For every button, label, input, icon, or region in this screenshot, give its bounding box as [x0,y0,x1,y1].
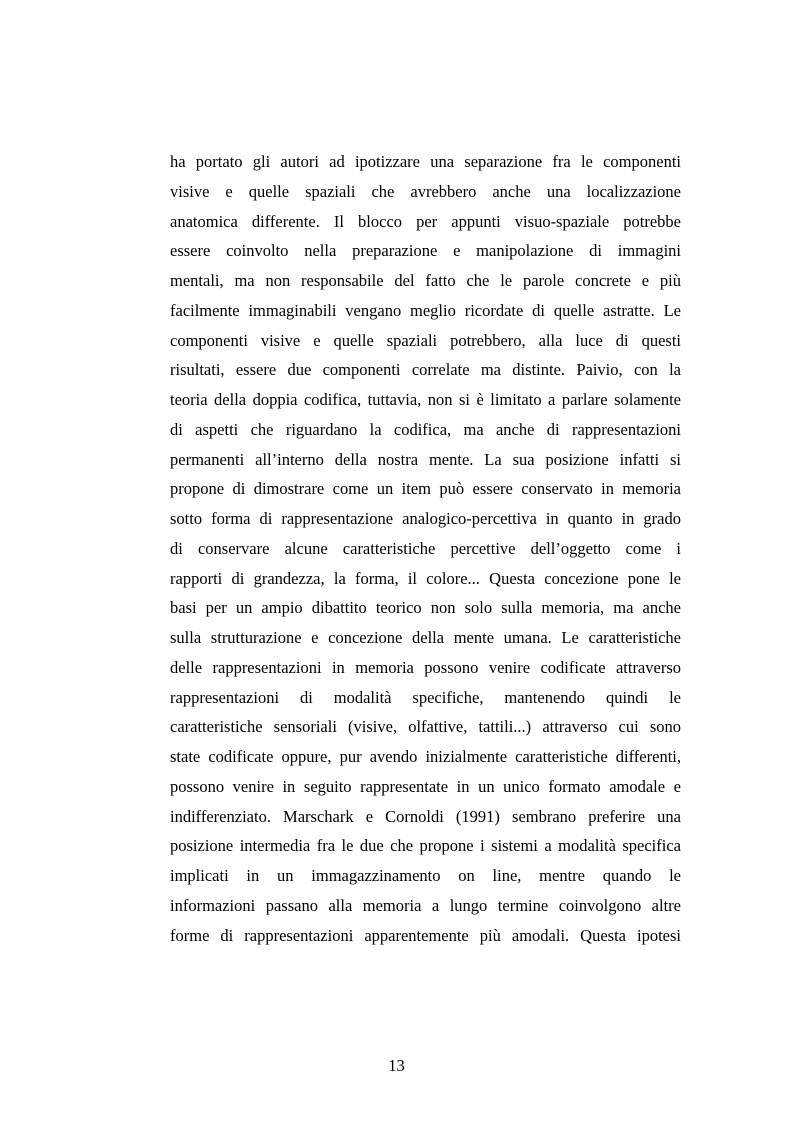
text-line: teoria della doppia codifica, tuttavia, non si è limitato a parlare solamente [170,390,681,409]
text-line: sulla strutturazione e concezione della mente umana. Le caratteristiche [170,628,681,647]
text-line: componenti visive e quelle spaziali potrebbero, alla luce di questi [170,330,681,350]
body-paragraph [170,147,681,950]
text-line: sotto forma di rappresentazione analogico-percettiva in quanto in grado [170,509,681,528]
text-line: basi per un ampio dibattito teorico non solo sulla memoria, ma anche [170,598,681,618]
text-line: mentali, ma non responsabile del fatto che le parole concrete e più [170,271,681,290]
text-line: risultati, essere due componenti correlate ma distinte. Paivio, con la [170,360,681,380]
text-line: caratteristiche sensoriali (visive, olfattive, tattili...) attraverso cui sono [170,717,681,737]
text-line: posizione intermedia fra le due che propone i sistemi a modalità specifica [170,836,681,856]
text-line: anatomica differente. Il blocco per appunti visuo-spaziale potrebbe [170,211,681,231]
text-line: di aspetti che riguardano la codifica, ma anche di rappresentazioni [170,419,681,439]
text-line: state codificate oppure, pur avendo inizialmente caratteristiche differenti, [170,747,681,766]
text-line: di conservare alcune caratteristiche percettive dell’oggetto come i [170,538,681,558]
text-line: rappresentazioni di modalità specifiche, mantenendo quindi le [170,687,681,707]
text-line: delle rappresentazioni in memoria possono venire codificate attraverso [170,657,681,677]
text-line: forme di rappresentazioni apparentemente più amodali. Questa ipotesi [170,925,681,945]
text-line: facilmente immaginabili vengano meglio ricordate di quelle astratte. Le [170,300,681,320]
text-line: propone di dimostrare come un item può essere conservato in memoria [170,479,681,499]
text-line: permanenti all’interno della nostra mente. La sua posizione infatti si [170,449,681,469]
text-line: possono venire in seguito rappresentate in un unico formato amodale e [170,776,681,796]
text-line: rapporti di grandezza, la forma, il colore... Questa concezione pone le [170,568,681,588]
text-line: informazioni passano alla memoria a lungo termine coinvolgono altre [170,895,681,915]
text-line: ha portato gli autori ad ipotizzare una separazione fra le componenti [170,152,681,171]
text-line: visive e quelle spaziali che avrebbero anche una localizzazione [170,181,681,201]
text-line: essere coinvolto nella preparazione e manipolazione di immagini [170,241,681,261]
text-line: implicati in un immagazzinamento on line, mentre quando le [170,866,681,885]
text-line: indifferenziato. Marschark e Cornoldi (1991) sembrano preferire una [170,806,681,826]
page-number: 13 [388,1056,405,1075]
